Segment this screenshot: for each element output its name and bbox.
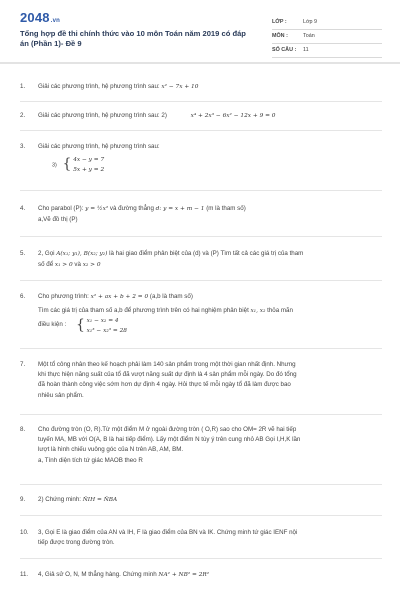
question-math: N̂IH = N̂BA bbox=[82, 497, 118, 503]
question-line: 3, Gọi E là giao điểm của AN và IH, F là giao điểm của BN và IK. Chứng minh tứ giác IENF nội bbox=[38, 529, 298, 536]
question-text: (a,b là tham số) bbox=[149, 293, 193, 300]
question-text: 2) Chứng minh: bbox=[38, 496, 83, 503]
question-divider bbox=[20, 130, 382, 131]
question-line: đã hoàn thành công việc sớm hơn dự định 4 ngày. Hỏi thực tế mỗi ngày tổ đã làm được bao bbox=[38, 381, 291, 389]
meta-label: SỐ CÂU : bbox=[272, 47, 297, 53]
question-divider bbox=[20, 515, 382, 516]
question-text: Giải các phương trình, hệ phương trình sau: bbox=[38, 143, 160, 150]
question-math: NA² + NB² = 2R² bbox=[158, 572, 210, 578]
question-divider bbox=[20, 101, 382, 102]
condition-eq-1: x₁ − x₂ = 4 bbox=[86, 318, 119, 324]
question-math: x² + ax + b + 2 = 0 bbox=[90, 294, 149, 300]
question-subpart: a,Vẽ đồ thị (P) bbox=[38, 215, 78, 223]
question-text: 2, Gọi bbox=[38, 250, 57, 257]
brace-glyph: { bbox=[76, 317, 85, 334]
question-math: y = ½x² bbox=[85, 206, 109, 212]
question-text: Cho parabol (P): bbox=[38, 205, 84, 212]
question-math: A(x₁; y₁), B(x₂; y₂) bbox=[56, 251, 108, 257]
meta-value: Lớp 9 bbox=[303, 19, 318, 25]
question-number: 6. bbox=[20, 293, 26, 300]
question-math: x₁ > 0 bbox=[54, 261, 73, 268]
question-text: là hai giao điểm phân biệt của (d) và (P) Tìm tất cả các giá trị của tham bbox=[109, 250, 304, 257]
question-number: 1. bbox=[20, 83, 26, 90]
question-math: x⁴ + 2x³ − 6x² − 12x + 9 = 0 bbox=[190, 113, 276, 119]
question-line: a, Tính diện tích tứ giác MAOB theo R bbox=[38, 456, 143, 464]
question-line: Cho đường tròn (O, R).Từ một điểm M ở ngoài đường tròn ( O,R) sao cho OM= 2R vẽ hai tiếp bbox=[38, 426, 297, 433]
question-line: Một tổ công nhân theo kế hoạch phải làm 140 sản phẩm trong một thời gian nhất định. Nhưng bbox=[38, 361, 296, 368]
question-number: 9. bbox=[20, 496, 26, 503]
question-line: tiếp được trong đường tròn. bbox=[38, 539, 115, 547]
meta-value: Toán bbox=[303, 33, 315, 39]
page-header bbox=[20, 10, 382, 58]
question-divider bbox=[20, 414, 382, 415]
question-text: và đường thẳng bbox=[109, 205, 156, 212]
site-logo[interactable] bbox=[20, 10, 60, 25]
question-divider bbox=[20, 236, 382, 237]
equation-system bbox=[52, 155, 382, 175]
logo-main: 2048 bbox=[20, 10, 50, 25]
question-number: 4. bbox=[20, 205, 26, 212]
system-label: 3) bbox=[52, 162, 57, 169]
question-math: x₁, x₂ bbox=[250, 307, 266, 314]
logo-suffix: .vn bbox=[50, 18, 61, 24]
question-text: (m là tham số) bbox=[206, 205, 246, 212]
system-eq-1: 4x − y = 7 bbox=[73, 156, 105, 163]
question-text: thỏa mãn bbox=[267, 306, 293, 314]
question-text: Giải các phương trình, hệ phương trình sau: bbox=[38, 83, 160, 90]
condition-eq-2: x₁³ − x₂³ = 28 bbox=[86, 328, 127, 334]
question-number: 8. bbox=[20, 426, 26, 433]
header-divider bbox=[0, 62, 400, 64]
question-number: 2. bbox=[20, 112, 26, 119]
brace-glyph: { bbox=[62, 155, 72, 172]
system-eq-2: 5x + y = 2 bbox=[73, 166, 105, 173]
document-title: Tổng hợp đề thi chính thức vào 10 môn Toán năm 2019 có đáp án (Phần 1)- Đề 9 bbox=[20, 29, 246, 48]
question-divider bbox=[20, 484, 382, 485]
condition-label: điều kiện : bbox=[38, 321, 67, 328]
document-meta bbox=[272, 16, 382, 58]
question-number: 7. bbox=[20, 361, 26, 368]
question-line: khi thực hiện năng suất của tổ đã vượt năng suất dự định là 4 sản phẩm mỗi ngày. Do đó tổng bbox=[38, 371, 297, 379]
question-line: lượt là hình chiếu vuông góc của N trên AB, AM, BM. bbox=[38, 446, 184, 454]
question-number: 11. bbox=[20, 571, 29, 578]
question-text: 4, Giả sử O, N, M thẳng hàng. Chứng minh bbox=[38, 571, 159, 578]
meta-row-subject bbox=[272, 30, 382, 44]
question-text: và bbox=[74, 260, 83, 268]
question-divider bbox=[20, 190, 382, 191]
question-math: d: y = x + m − 1 bbox=[155, 206, 205, 212]
meta-label: LỚP : bbox=[272, 19, 287, 25]
question-math: x₂ > 0 bbox=[82, 261, 101, 268]
meta-row-class bbox=[272, 16, 382, 30]
question-number: 10. bbox=[20, 529, 29, 536]
question-line: tuyến MA, MB với O(A, B là hai tiếp điểm). Lấy một điểm N tùy ý trên cung nhỏ AB Gọi I,H,K lần bbox=[38, 436, 301, 444]
question-text: Cho phương trình: bbox=[38, 293, 89, 300]
meta-label: MÔN : bbox=[272, 33, 288, 39]
meta-row-count bbox=[272, 44, 382, 58]
question-divider bbox=[20, 558, 382, 559]
question-text: số để bbox=[38, 260, 55, 268]
meta-value: 11 bbox=[303, 47, 309, 53]
question-math: x² − 7x + 10 bbox=[161, 84, 199, 90]
question-text: Giải các phương trình, hệ phương trình sau: 2) bbox=[38, 112, 167, 119]
question-line: nhiêu sản phẩm. bbox=[38, 391, 84, 399]
question-divider bbox=[20, 348, 382, 349]
question-divider bbox=[20, 280, 382, 281]
question-number: 5. bbox=[20, 250, 26, 257]
question-text: Tìm các giá trị của tham số a,b để phương trình trên có hai nghiệm phân biệt bbox=[38, 306, 251, 314]
question-number: 3. bbox=[20, 143, 26, 150]
